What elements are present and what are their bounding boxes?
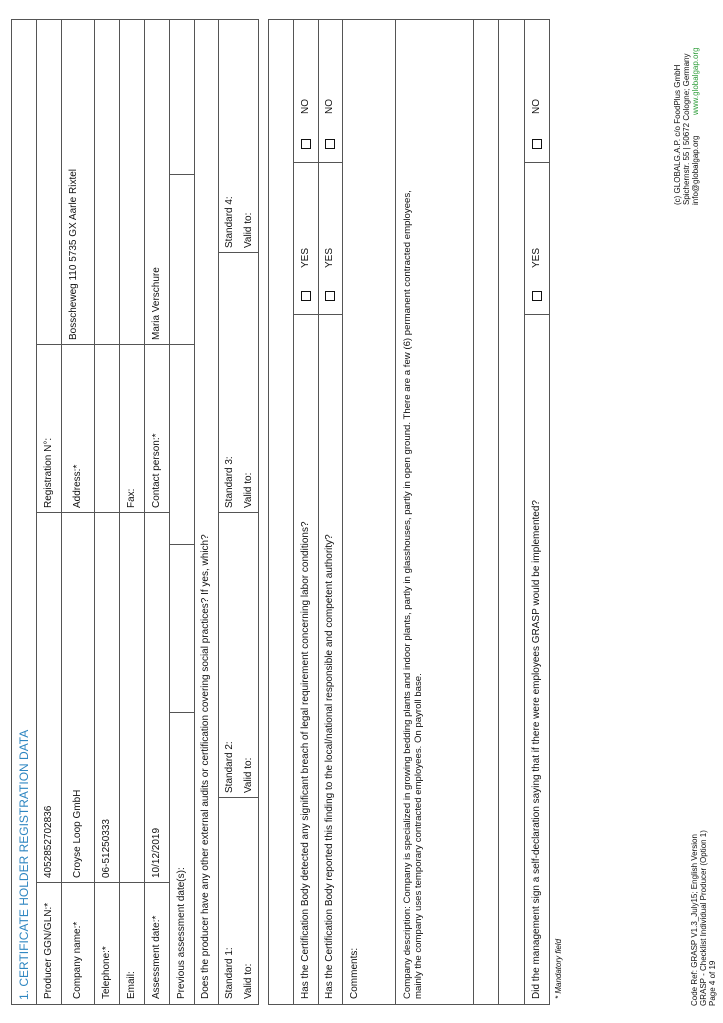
standard2-label: Standard 2: [224,741,235,793]
other-audits-question: Does the producer have any other external audits or certification covering social practices? If yes, which? [200,534,211,999]
standard4-label: Standard 4: [224,196,235,248]
footer-street: Spichernstr. 55 | 50672 Cologne; Germany [682,53,691,205]
question-labor-breach: Has the Certification Body detected any significant breach of legal requirement concerning labor conditions? [300,521,311,999]
contact-person-label: Contact person:* [151,433,162,508]
q2-yes-label: YES [324,247,335,268]
q2-no-checkbox[interactable] [325,139,335,149]
company-name-label: Company name:* [72,921,83,999]
address-value: Bosscheweg 110 5735 GX Aarle Rixtel [68,168,79,340]
producer-ggn-value: 4052852702836 [43,805,54,878]
assessment-date-label: Assessment date:* [151,915,162,999]
footer-copyright: (c) GLOBALG.A.P. c/o FoodPlus GmbH [673,64,682,205]
fax-label: Fax: [126,488,137,508]
previous-assessment-label: Previous assessment date(s): [176,867,187,999]
company-description-line1: Company description: Company is specialized in growing bedding plants and indoor plants, partly in glasshouses, partly in open ground. There are a few (6) permanent contracted employees, [402,190,413,999]
email-label: Email: [126,971,137,999]
mandatory-note: * Mandatory field [554,938,563,999]
address-label: Address:* [72,464,83,508]
telephone-label: Telephone:* [101,946,112,999]
standard1-label: Standard 1: [224,947,235,999]
standard1-valid-label: Valid to: [243,963,254,999]
assessment-date-value: 10/12/2019 [151,827,162,878]
telephone-value: 06-51250333 [101,819,112,878]
q3-no-label: NO [531,99,542,114]
q2-yes-checkbox[interactable] [325,291,335,301]
registration-label: Registration N°: [43,437,54,508]
footer-website[interactable]: www.globalgap.org [691,47,700,115]
section-title: 1. CERTIFICATE HOLDER REGISTRATION DATA [17,729,31,1000]
standard3-valid-label: Valid to: [243,472,254,508]
q1-no-label: NO [300,99,311,114]
contact-person-value: Maria Verschure [151,267,162,340]
question-self-declaration: Did the management sign a self-declaration saying that if there were employees GRASP would be implemented? [531,500,542,999]
standard2-valid-label: Valid to: [243,757,254,793]
standard4-valid-label: Valid to: [243,212,254,248]
question-reported-authority: Has the Certification Body reported this finding to the local/national responsible and competent authority? [324,534,335,999]
footer-code-ref: Code Ref: GRASP V1.3_July15; English Version [690,834,699,1006]
producer-ggn-label: Producer GGN/GLN:* [43,902,54,999]
q1-no-checkbox[interactable] [301,139,311,149]
q1-yes-checkbox[interactable] [301,291,311,301]
q3-no-checkbox[interactable] [532,139,542,149]
q1-yes-label: YES [300,247,311,268]
footer-email[interactable]: info@globalgap.org [691,135,700,205]
q2-no-label: NO [324,99,335,114]
standard3-label: Standard 3: [224,456,235,508]
comments-label: Comments: [349,947,360,999]
footer-checklist: GRASP - Checklist Individual Producer (Option 1) [699,830,708,1006]
footer-page: Page 4 of 19 [708,960,717,1006]
q3-yes-checkbox[interactable] [532,291,542,301]
q3-yes-label: YES [531,247,542,268]
company-name-value: Croyse Loop GmbH [72,789,83,878]
company-description-line2: mainly the company uses temporary contracted employees. On payroll base. [413,673,424,999]
